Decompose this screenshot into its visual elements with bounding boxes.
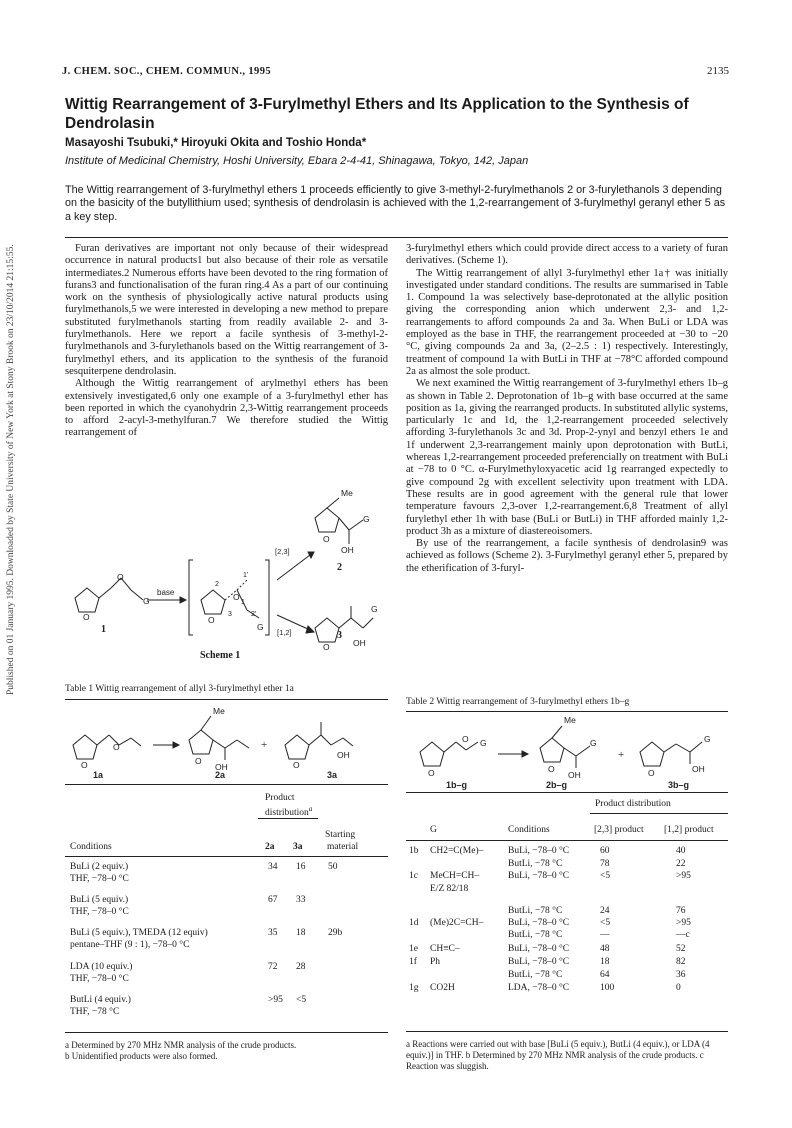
footnote-marker: a [308,805,313,813]
scheme-1-diagram [65,450,385,650]
table-header: [1,2] product [664,825,714,835]
compound-1-label: 1 [101,624,106,635]
paragraph: 3-furylmethyl ethers which could provide direct access to a variety of furan derivatives. (Scheme 1). [406,243,728,267]
g-label: G [480,738,487,748]
o-label: O [462,734,469,744]
o-label: O [208,615,215,625]
table-cell-g: MeCH=CH– [430,871,480,881]
base-label: base [157,588,175,597]
table-cell-23-product: 48 [600,944,610,954]
g-label: G [590,738,597,748]
table-rule [65,1032,388,1033]
table-cell-2a: 35 [268,928,278,938]
compound-label: 3b–g [668,780,690,790]
table-cell-23-product: 24 [600,906,610,916]
oh-label: OH [337,750,350,760]
table-cell-compound: 1g [409,983,419,993]
table-cell-compound: 1c [409,871,418,881]
table-header: Product distribution [595,799,671,809]
table-cell-conditions: BuLi, −78–0 °C [508,944,570,954]
table-cell-conditions: ButLi, −78 °C [508,859,563,869]
table-cell-conditions: BuLi (2 equiv.) [70,862,129,872]
me-label: Me [564,715,576,725]
table-cell-23-product: <5 [600,918,611,928]
compound-3-label: 3 [337,630,342,641]
left-column [65,243,388,440]
abstract: The Wittig rearrangement of 3-furylmethyl ethers 1 proceeds efficiently to give 3-methyl-2-furylmethanols 2 or 3-furylethanols 3 depending on the basicity of the butyllithium used; synthesis of dendrolasin is achieved with the 1,2-rearrangement of 3-furylmethyl geranyl ether 5 as a key step. [65,184,726,223]
me-label: Me [213,706,225,716]
table-cell-conditions: BuLi, −78–0 °C [508,918,570,928]
table-cell-2a: 34 [268,862,278,872]
table-cell-g: CH≡C– [430,944,460,954]
table-cell-23-product: — [600,930,610,940]
table-header: Product [265,793,295,803]
table-rule [65,784,388,785]
compound-label: 2b–g [546,780,568,790]
g-label: G [363,514,370,524]
download-sidebar [6,185,18,695]
table-cell-12-product: >95 [676,918,691,928]
table-cell-3a: 16 [296,862,306,872]
table-cell-conditions: THF, −78–0 °C [70,907,129,917]
table-cell-conditions: ButLi, −78 °C [508,970,563,980]
o-label: O [548,764,555,774]
table-cell-compound: 1b [409,846,419,856]
table-cell-12-product: —c [676,930,690,940]
table-cell-23-product: 18 [600,957,610,967]
table-2-caption: Table 2 Wittig rearrangement of 3-furylmethyl ethers 1b–g [406,697,630,707]
o-label: O [323,534,330,544]
table-cell-conditions: BuLi, −78–0 °C [508,846,570,856]
g-label: G [257,622,264,632]
table-cell-23-product: 60 [600,846,610,856]
table-cell-3a: 28 [296,962,306,972]
table-cell-conditions: BuLi (5 equiv.) [70,895,129,905]
paragraph: We next examined the Wittig rearrangement of 3-furylmethyl ethers 1b–g as shown in Table 2. Deprotonation of 1b–g with base occurred at the same position as 1a, giving the rearranged products. In substituted allylic systems, particularly 1c and 1d, the 1,2-rearrangement proceeded selectively affording 3-furylethanols 3c and 3d. Prop-2-ynyl and benzyl ethers 1e and 1f underwent 2,3-rearrangement mainly upon deprotonation with ButLi, whereas 1,2-rearrangement proceeded preferencially on treatment with BuLi at −78 to 0 °C. α-Furylmethyloxyacetic acid 1g rearranged expectedly to give compound 2g with excellent selectivity upon treatment with LDA. These results are in good agreement with the general rule that lower temperature favours 2,3-over 1,2-rearrangement.6,8 Treatment of allyl furylethyl ether 1h with base (BuLi or ButLi) in THF afforded mainly 1,2-product 3h as a mixture of diastereoisomers. [406,378,728,537]
compound-label: 2a [215,770,226,780]
table-cell-compound: 1d [409,918,419,928]
table-header: material [327,842,359,852]
table-cell-2a: 67 [268,895,278,905]
g-label: G [371,604,378,614]
table-cell-conditions: THF, −78–0 °C [70,874,129,884]
footnote: a Determined by 270 MHz NMR analysis of the crude products. [65,1040,297,1050]
table-cell-conditions: BuLi (5 equiv.), TMEDA (12 equiv) [70,928,208,938]
o-label: O [195,756,202,766]
table-cell-conditions: LDA (10 equiv.) [70,962,133,972]
table-cell-2a: >95 [268,995,283,1005]
table-cell-compound: 1f [409,957,417,967]
position-label: 2 [215,581,219,588]
table-cell-compound: 1e [409,944,418,954]
plus-sign: + [261,739,268,751]
table-2-footnotes: a Reactions were carried out with base [BuLi (5 equiv.), ButLi (4 equiv.), or LDA (4 equiv.)] in THF. b Determined by 270 MHz NMR analysis of the crude products. c Reaction was sluggish. [406,1039,710,1071]
page-number: 2135 [707,65,729,77]
table-cell-12-product: 0 [676,983,681,993]
right-column [406,243,728,575]
authors: Masayoshi Tsubuki,* Hiroyuki Okita and Toshio Honda* [65,137,367,149]
table-cell-3a: 18 [296,928,306,938]
table-rule [258,818,318,819]
table-cell-starting-material: 29b [328,928,343,938]
table-1-caption: Table 1 Wittig rearrangement of allyl 3-furylmethyl ether 1a [65,684,294,694]
o-label: O [428,768,435,778]
table-header: 2a [265,842,275,852]
table-2-scheme [406,712,728,790]
table-header: Starting [325,830,356,840]
table-cell-23-product: 78 [600,859,610,869]
table-rule [590,813,728,814]
table-cell-g: (Me)2C=CH– [430,918,484,928]
table-cell-12-product: 22 [676,859,686,869]
table-cell-3a: <5 [296,995,307,1005]
affiliation: Institute of Medicinal Chemistry, Hoshi University, Ebara 2-4-41, Shinagawa, Tokyo, 142, Japan [65,155,529,167]
position-label: 3 [228,611,232,618]
table-cell-conditions: ButLi, −78 °C [508,906,563,916]
oh-label: OH [215,762,228,772]
compound-label: 1a [93,770,104,780]
compound-3-structure [315,604,378,650]
table-cell-12-product: >95 [676,871,691,881]
plus-sign: + [618,749,625,761]
table-cell-12-product: 52 [676,944,686,954]
me-label: Me [341,488,353,498]
o-label: O [83,612,90,622]
table-cell-23-product: 64 [600,970,610,980]
table-cell-3a: 33 [296,895,306,905]
table-cell-2a: 72 [268,962,278,972]
compound-label: 1b–g [446,780,468,790]
table-cell-starting-material: 50 [328,862,338,872]
intermediate-structure [189,560,269,635]
table-cell-conditions: BuLi, −78–0 °C [508,871,570,881]
paragraph: Furan derivatives are important not only because of their widespread occurrence in natural products1 but also because of their role as versatile intermediates.2 Numerous efforts have been devoted to the ring formation of furans3 and functionalisation of the furan ring.4 As a part of our continuing work on the synthesis of physiologically active natural products using furylmethanols,5 we were interested in developing a new method to prepare substituted furylmethanols starting from readily available 2- and 3-furylmethanols. Here we report a facile synthesis of 3-methyl-2-furylmethanols and 3-furylethanols based on the Wittig rearrangement of 3-furylmethyl ethers, and its application to the synthesis of the furanoid sesquiterpene dendrolasin. [65,243,388,377]
position-label: 2' [251,611,257,618]
table-header: G [430,825,437,835]
compound-2-label: 2 [337,562,342,573]
table-header: Conditions [508,825,550,835]
paragraph: By use of the rearrangement, a facile synthesis of dendrolasin9 was achieved as follows (Scheme 2). 3-Furylmethyl geranyl ether 5, prepared by the etherification of 3-furyl- [406,538,728,574]
o-label: O [233,592,240,602]
table-cell-23-product: <5 [600,871,611,881]
table-header: distribution [265,808,309,819]
paragraph: Although the Wittig rearrangement of arylmethyl ethers has been extensively investigated,6 only one example of a 3-furylmethyl ether has been reported in which the cyanohydrin 2,3-Wittig rearrangement proceeds to afford 2-acyl-3-methylfuran.7 We therefore studied the Wittig rearrangement of [65,378,388,439]
table-cell-12-product: 40 [676,846,686,856]
oh-label: OH [341,545,354,555]
table-cell-conditions: THF, −78 °C [70,1007,120,1017]
oh-label: OH [353,638,366,648]
footnote: b Unidentified products were also formed. [65,1051,218,1061]
table-header: [2,3] product [594,825,644,835]
o-label: O [323,642,330,650]
position-label: 1 [241,599,245,606]
table-cell-conditions: ButLi, −78 °C [508,930,563,940]
compound-2-structure [315,488,370,573]
scheme-1-caption: Scheme 1 [200,650,241,661]
table-rule [406,840,728,841]
table-1-footnotes [65,1040,388,1062]
table-cell-12-product: 36 [676,970,686,980]
table-header: Conditions [70,842,112,852]
o-label: O [113,742,120,752]
table-cell-g: Ph [430,957,441,967]
table-1-scheme [65,700,388,780]
table-cell-12-product: 76 [676,906,686,916]
oh-label: OH [568,770,581,780]
table-cell-g: CO2H [430,983,455,993]
compound-1-structure [75,572,150,635]
table-cell-conditions: pentane–THF (9 : 1), −78–0 °C [70,940,190,950]
arrow-12-label: [1,2] [277,628,292,637]
o-label: O [648,768,655,778]
oh-label: OH [692,764,705,774]
o-label: O [293,760,300,770]
compound-label: 3a [327,770,338,780]
article-title: Wittig Rearrangement of 3-Furylmethyl Ethers and Its Application to the Synthesis of Dendrolasin [65,96,689,132]
table-cell-conditions: LDA, −78–0 °C [508,983,570,993]
table-cell-g: E/Z 82/18 [430,884,469,894]
table-cell-conditions: ButLi (4 equiv.) [70,995,131,1005]
table-cell-g: CH2=C(Me)– [430,846,484,856]
table-rule [406,1031,728,1032]
table-rule [406,792,728,793]
o-label: O [81,760,88,770]
g-label: G [143,596,150,606]
table-rule [65,856,388,857]
paragraph: The Wittig rearrangement of allyl 3-furylmethyl ether 1a† was initially investigated under standard conditions. The results are summarised in Table 1. Compound 1a was selectively base-deprotonated at the allylic position giving the corresponding anion which underwent 2,3- and 1,2-rearrangements to afford compounds 2a and 3a. When BuLi or LDA was employed as the base in THF, the rearrangement proceeded at −30 to −20 °C, giving compounds 2a and 3a, (2–2.5 : 1) respectively. Interestingly, treatment of compound 1a with ButLi in THF at −78°C afforded compound 2a as almost the sole product. [406,267,728,377]
o-label: O [117,572,124,582]
sidebar-text: Published on 01 January 1995. Downloaded by State University of New York at Stony Brook on 23/10/2014 21:15:55. [6,244,16,695]
arrow-23-label: [2,3] [275,547,290,556]
table-cell-conditions: THF, −78–0 °C [70,974,129,984]
g-label: G [704,734,711,744]
table-cell-23-product: 100 [600,983,615,993]
abstract-rule [65,237,728,238]
journal-header: J. CHEM. SOC., CHEM. COMMUN., 1995 [62,66,272,77]
position-label: 1' [243,572,249,579]
table-header: 3a [293,842,303,852]
table-cell-12-product: 82 [676,957,686,967]
table-cell-conditions: BuLi, −78–0 °C [508,957,570,967]
